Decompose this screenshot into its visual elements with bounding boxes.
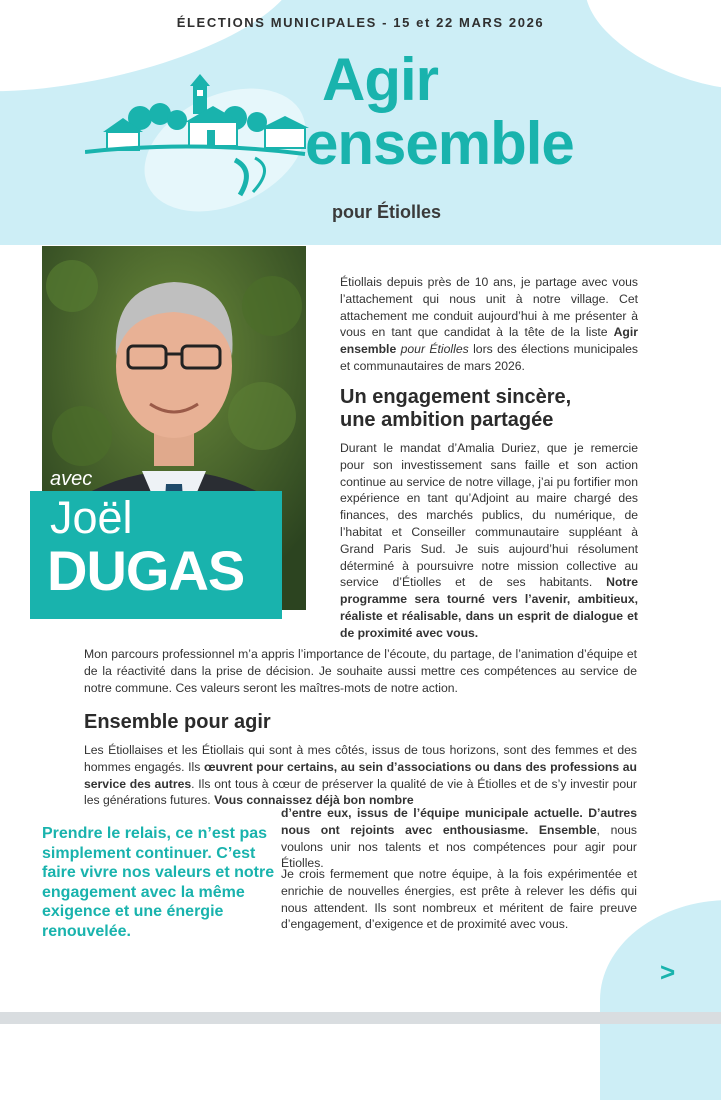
- section2-paragraph1: Les Étiollaises et les Étiollais qui sont à mes côtés, issus de tous horizons, sont des femmes et des hommes engagés. Ils œuvrent pour certains, au sein d’associations ou dans des professions au service des autres. Ils ont tous à cœur de préserver la qualité de vie à Étiolles et de s’y investir pour les générations futures. Vous connaissez déjà bon nombre: [84, 743, 637, 808]
- candidate-first-name: Joël: [50, 492, 133, 543]
- candidate-with-label: avec: [50, 468, 93, 490]
- section1-heading-line2: une ambition partagée: [340, 409, 554, 431]
- footer-bar: [0, 1012, 721, 1024]
- pull-quote: Prendre le relais, ce n’est pas simplement continuer. C’est faire vivre nos valeurs et notre engagement avec la même exigence et une énergie renouvelée.: [42, 825, 275, 940]
- election-kicker: ÉLECTIONS MUNICIPALES - 15 et 22 MARS 2026: [176, 15, 545, 30]
- title-subtitle: pour Étiolles: [332, 202, 442, 222]
- section2-paragraph2: d’entre eux, issus de l’équipe municipale actuelle. D’autres nous ont rejoints avec enthousiasme. Ensemble, nous voulons unir nos talents et nos compétences pour agir pour Étiolles.: [281, 806, 637, 871]
- candidate-last-name: DUGAS: [47, 539, 245, 602]
- village-logo-icon: [85, 70, 315, 200]
- title-agir: Agir: [322, 46, 438, 113]
- intro-paragraph: Étiollais depuis près de 10 ans, je partage avec vous l’attachement qui nous unit à notre village. Cet attachement me conduit aujourd’hui à me présenter à vous en tant que candidat à la tête de la liste Agir ensemble pour Étiolles lors des élections municipales et communautaires de mars 2026.: [340, 275, 639, 373]
- section2-heading: Ensemble pour agir: [84, 711, 271, 733]
- section1-paragraph: Durant le mandat d’Amalia Duriez, que je remercie pour son investissement sans faille et son action continue au service de notre village, j’ai pu fortifier mon expérience en tant qu’Adjoint au maire chargé des finances, des marchés publics, du numérique, de l’habitat et Conseiller communautaire suppléant à Grand Paris Sud. Je suis aujourd’hui résolument déterminé à poursuivre notre mission collective au service d’Étiolles et de ses habitants. Notre programme sera tourné vers l’avenir, ambitieux, réaliste et réalisable, dans un esprit de dialogue et de proximité avec vous.: [340, 441, 638, 640]
- career-paragraph: Mon parcours professionnel m’a appris l’importance de l’écoute, du partage, de l’animation d’équipe et de la réactivité dans la prise de décision. Je souhaite aussi mettre ces compétences au service de notre commune. Ces valeurs seront les maîtres-mots de notre action.: [84, 647, 637, 695]
- section2-paragraph3: Je crois fermement que notre équipe, à la fois expérimentée et enrichie de nouvelles énergies, est prête à relever les défis qui nous attendent. Ils sont nombreux et méritent de faire preuve d’engagement, d’exigence et de proximité avec vous.: [281, 867, 637, 932]
- section1-heading-line1: Un engagement sincère,: [340, 386, 572, 408]
- title-ensemble: ensemble: [305, 110, 574, 177]
- next-page-arrow[interactable]: >: [660, 957, 676, 987]
